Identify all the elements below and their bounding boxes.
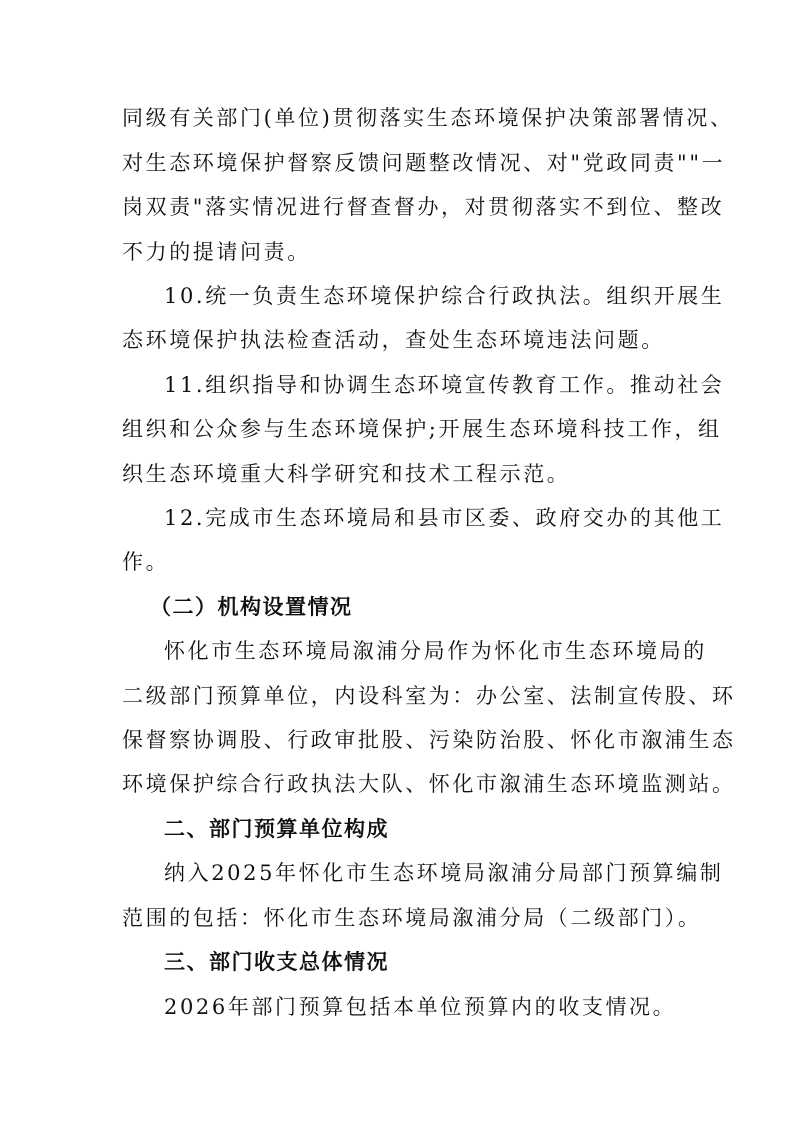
paragraph-line: 同级有关部门(单位)贯彻落实生态环境保护决策部署情况、 (122, 106, 734, 130)
paragraph-line: 环境保护综合行政执法大队、怀化市溆浦生态环境监测站。 (122, 772, 736, 796)
paragraph-line: 10.统一负责生态环境保护综合行政执法。组织开展生 (164, 284, 725, 308)
paragraph-line: 作。 (122, 550, 170, 574)
paragraph-line: 保督察协调股、行政审批股、污染防治股、怀化市溆浦生态 (122, 728, 736, 752)
paragraph-line: 岗双责"落实情况进行督查督办，对贯彻落实不到位、整改 (122, 195, 725, 219)
paragraph-line: 对生态环境保护督察反馈问题整改情况、对"党政同责""一 (122, 151, 726, 175)
paragraph-line: 2026年部门预算包括本单位预算内的收支情况。 (164, 995, 677, 1019)
paragraph-line: 纳入2025年怀化市生态环境局溆浦分局部门预算编制 (164, 861, 724, 885)
paragraph-line: 态环境保护执法检查活动，查处生态环境违法问题。 (122, 328, 665, 352)
section-heading: 二、部门预算单位构成 (164, 817, 389, 841)
section-heading: 三、部门收支总体情况 (164, 950, 389, 974)
paragraph-line: 组织和公众参与生态环境保护;开展生态环境科技工作，组 (122, 417, 722, 441)
paragraph-line: 怀化市生态环境局溆浦分局作为怀化市生态环境局的 (164, 639, 707, 663)
paragraph-line: 织生态环境重大科学研究和技术工程示范。 (122, 462, 571, 486)
paragraph-line: 二级部门预算单位，内设科室为：办公室、法制宣传股、环 (122, 684, 736, 708)
paragraph-line: 不力的提请问责。 (122, 240, 311, 264)
section-heading: （二）机构设置情况 (150, 595, 353, 619)
paragraph-line: 11.组织指导和协调生态环境宣传教育工作。推动社会 (164, 373, 725, 397)
paragraph-line: 范围的包括：怀化市生态环境局溆浦分局（二级部门）。 (122, 906, 702, 930)
paragraph-line: 12.完成市生态环境局和县市区委、政府交办的其他工 (164, 506, 725, 530)
